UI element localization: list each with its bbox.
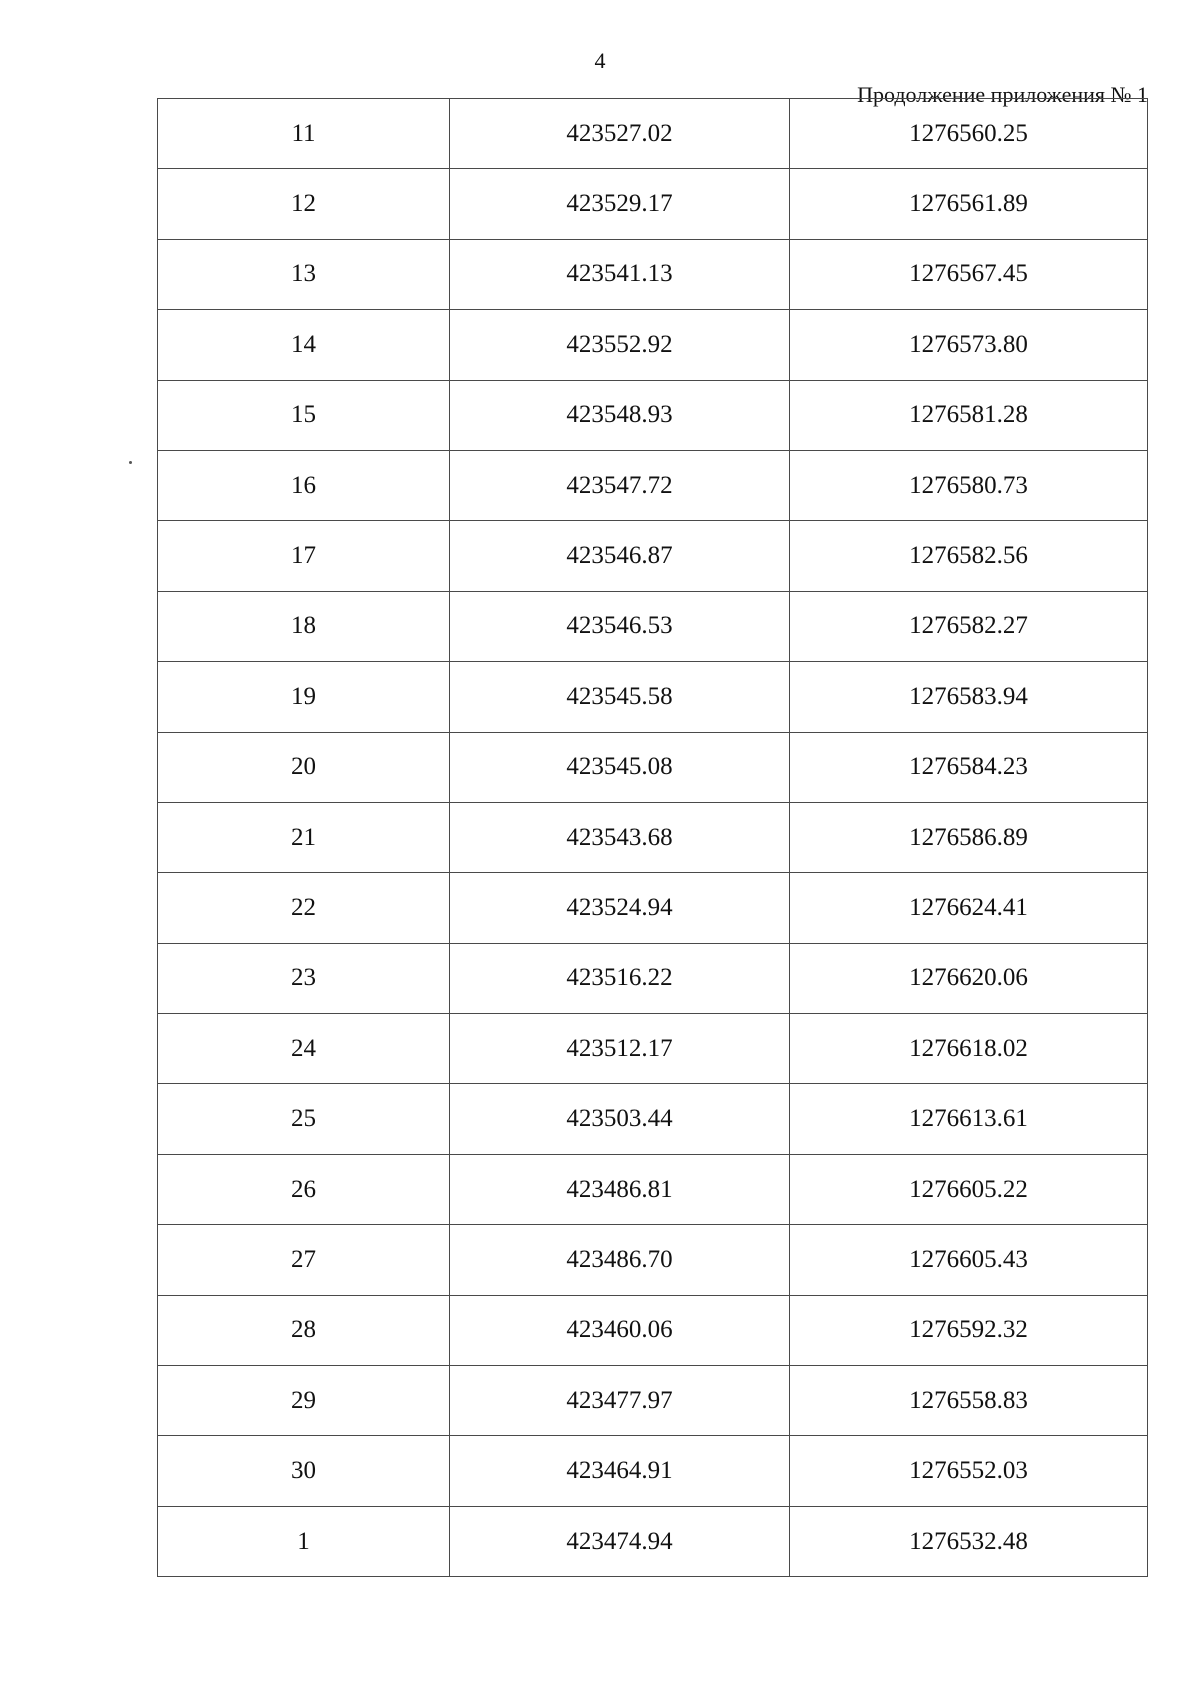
appendix-continuation-note: Продолжение приложения № 1 bbox=[857, 82, 1148, 107]
table-row bbox=[158, 310, 1148, 380]
x-coordinate-cell: 423529.17 bbox=[450, 169, 790, 239]
point-number-cell: 27 bbox=[158, 1225, 450, 1295]
point-number-cell: 14 bbox=[158, 310, 450, 380]
y-coordinate-cell: 1276586.89 bbox=[790, 802, 1148, 872]
x-coordinate-cell: 423527.02 bbox=[450, 99, 790, 169]
y-coordinate-cell: 1276592.32 bbox=[790, 1295, 1148, 1365]
y-coordinate-cell: 1276581.28 bbox=[790, 380, 1148, 450]
point-number-cell: 22 bbox=[158, 873, 450, 943]
x-coordinate-cell: 423543.68 bbox=[450, 802, 790, 872]
table-row bbox=[158, 1366, 1148, 1436]
scan-speck bbox=[129, 461, 132, 464]
y-coordinate-cell: 1276580.73 bbox=[790, 450, 1148, 520]
table-row bbox=[158, 873, 1148, 943]
point-number-cell: 13 bbox=[158, 239, 450, 309]
table-row bbox=[158, 450, 1148, 520]
point-number-cell: 28 bbox=[158, 1295, 450, 1365]
y-coordinate-cell: 1276583.94 bbox=[790, 662, 1148, 732]
point-number-cell: 26 bbox=[158, 1154, 450, 1224]
coordinates-table bbox=[157, 98, 1148, 1577]
table-row bbox=[158, 1225, 1148, 1295]
x-coordinate-cell: 423552.92 bbox=[450, 310, 790, 380]
y-coordinate-cell: 1276567.45 bbox=[790, 239, 1148, 309]
x-coordinate-cell: 423545.58 bbox=[450, 662, 790, 732]
table-row bbox=[158, 380, 1148, 450]
point-number-cell: 23 bbox=[158, 943, 450, 1013]
table-row bbox=[158, 662, 1148, 732]
x-coordinate-cell: 423541.13 bbox=[450, 239, 790, 309]
point-number-cell: 1 bbox=[158, 1506, 450, 1576]
x-coordinate-cell: 423546.87 bbox=[450, 521, 790, 591]
y-coordinate-cell: 1276532.48 bbox=[790, 1506, 1148, 1576]
table-row bbox=[158, 521, 1148, 591]
table-row bbox=[158, 943, 1148, 1013]
y-coordinate-cell: 1276613.61 bbox=[790, 1084, 1148, 1154]
point-number-cell: 24 bbox=[158, 1014, 450, 1084]
y-coordinate-cell: 1276620.06 bbox=[790, 943, 1148, 1013]
x-coordinate-cell: 423548.93 bbox=[450, 380, 790, 450]
x-coordinate-cell: 423464.91 bbox=[450, 1436, 790, 1506]
table-row bbox=[158, 1436, 1148, 1506]
point-number-cell: 18 bbox=[158, 591, 450, 661]
point-number-cell: 25 bbox=[158, 1084, 450, 1154]
page-number: 4 bbox=[594, 48, 606, 73]
point-number-cell: 21 bbox=[158, 802, 450, 872]
x-coordinate-cell: 423460.06 bbox=[450, 1295, 790, 1365]
x-coordinate-cell: 423503.44 bbox=[450, 1084, 790, 1154]
point-number-cell: 20 bbox=[158, 732, 450, 802]
x-coordinate-cell: 423477.97 bbox=[450, 1366, 790, 1436]
y-coordinate-cell: 1276582.27 bbox=[790, 591, 1148, 661]
y-coordinate-cell: 1276552.03 bbox=[790, 1436, 1148, 1506]
y-coordinate-cell: 1276624.41 bbox=[790, 873, 1148, 943]
y-coordinate-cell: 1276605.22 bbox=[790, 1154, 1148, 1224]
table-row bbox=[158, 1295, 1148, 1365]
table-row bbox=[158, 1506, 1148, 1576]
table-row bbox=[158, 591, 1148, 661]
y-coordinate-cell: 1276558.83 bbox=[790, 1366, 1148, 1436]
y-coordinate-cell: 1276560.25 bbox=[790, 99, 1148, 169]
x-coordinate-cell: 423546.53 bbox=[450, 591, 790, 661]
y-coordinate-cell: 1276561.89 bbox=[790, 169, 1148, 239]
point-number-cell: 12 bbox=[158, 169, 450, 239]
point-number-cell: 11 bbox=[158, 99, 450, 169]
table-row bbox=[158, 732, 1148, 802]
table-row bbox=[158, 802, 1148, 872]
x-coordinate-cell: 423486.81 bbox=[450, 1154, 790, 1224]
y-coordinate-cell: 1276582.56 bbox=[790, 521, 1148, 591]
point-number-cell: 17 bbox=[158, 521, 450, 591]
y-coordinate-cell: 1276573.80 bbox=[790, 310, 1148, 380]
table-row bbox=[158, 169, 1148, 239]
x-coordinate-cell: 423516.22 bbox=[450, 943, 790, 1013]
table-row bbox=[158, 1154, 1148, 1224]
table-row bbox=[158, 1014, 1148, 1084]
x-coordinate-cell: 423545.08 bbox=[450, 732, 790, 802]
x-coordinate-cell: 423512.17 bbox=[450, 1014, 790, 1084]
table-row bbox=[158, 1084, 1148, 1154]
point-number-cell: 29 bbox=[158, 1366, 450, 1436]
y-coordinate-cell: 1276618.02 bbox=[790, 1014, 1148, 1084]
x-coordinate-cell: 423486.70 bbox=[450, 1225, 790, 1295]
point-number-cell: 30 bbox=[158, 1436, 450, 1506]
point-number-cell: 19 bbox=[158, 662, 450, 732]
table-row bbox=[158, 239, 1148, 309]
y-coordinate-cell: 1276605.43 bbox=[790, 1225, 1148, 1295]
point-number-cell: 16 bbox=[158, 450, 450, 520]
x-coordinate-cell: 423524.94 bbox=[450, 873, 790, 943]
x-coordinate-cell: 423474.94 bbox=[450, 1506, 790, 1576]
point-number-cell: 15 bbox=[158, 380, 450, 450]
y-coordinate-cell: 1276584.23 bbox=[790, 732, 1148, 802]
table-row bbox=[158, 99, 1148, 169]
x-coordinate-cell: 423547.72 bbox=[450, 450, 790, 520]
